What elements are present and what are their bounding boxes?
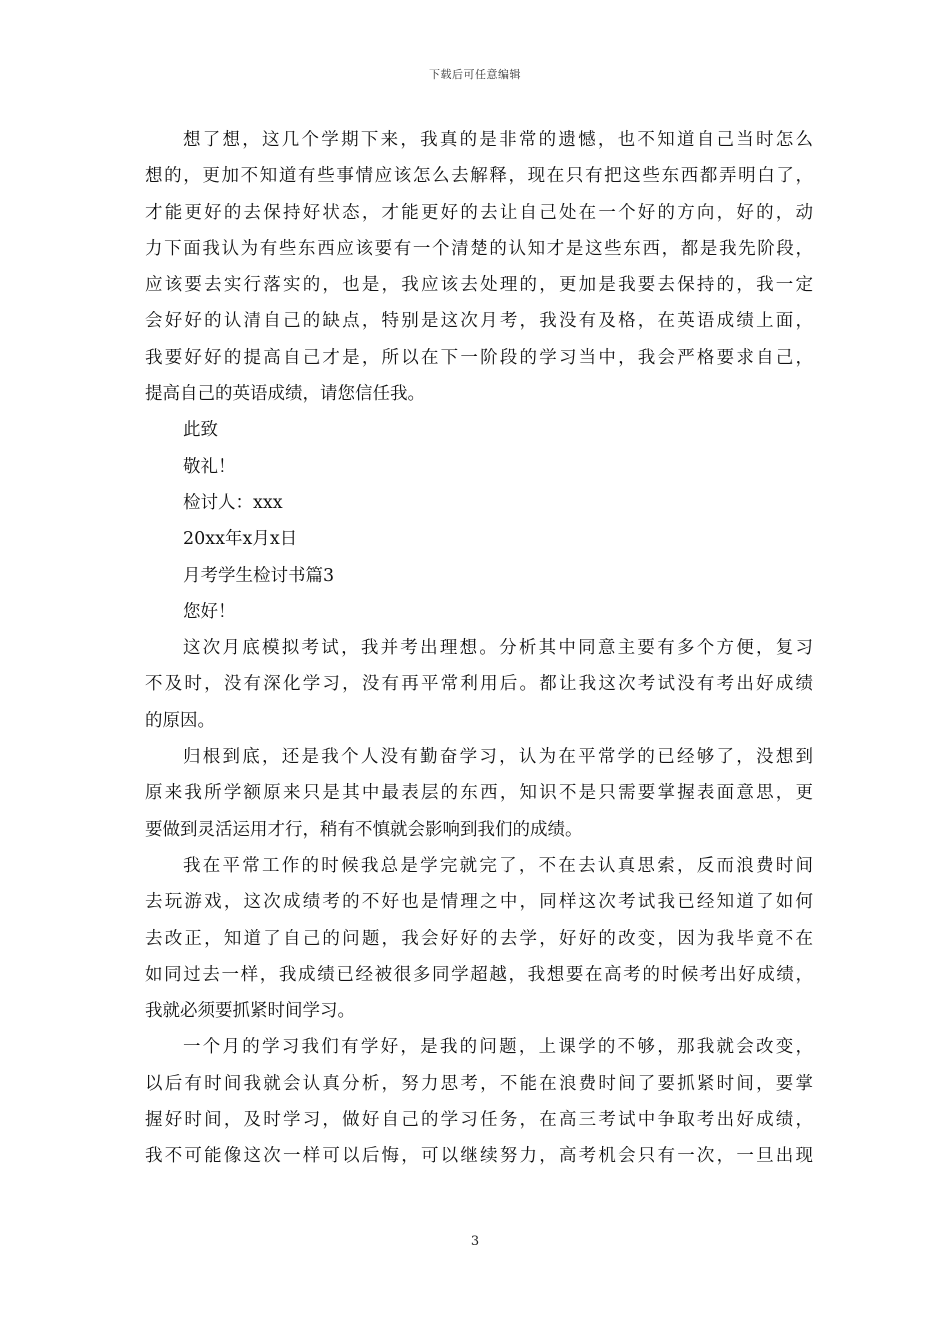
salutation-line: 此致 xyxy=(183,420,218,441)
body-line: 我就必须要抓紧时间学习。 xyxy=(145,1001,355,1022)
body-line: 以后有时间我就会认真分析，努力思考，不能在浪费时间了要抓紧时间，要掌 xyxy=(145,1073,813,1094)
body-line: 去改正，知道了自己的问题，我会好好的去学，好好的改变，因为我毕竟不在 xyxy=(145,928,813,949)
body-line: 握好时间，及时学习，做好自己的学习任务，在高三考试中争取考出好成绩， xyxy=(145,1110,813,1131)
body-line: 归根到底，还是我个人没有勤奋学习，认为在平常学的已经够了，没想到 xyxy=(183,747,813,768)
body-line: 想的，更加不知道有些事情应该怎么去解释，现在只有把这些东西都弄明白了， xyxy=(145,166,813,187)
body-line: 我不可能像这次一样可以后悔，可以继续努力，高考机会只有一次，一旦出现 xyxy=(145,1146,813,1167)
body-line: 才能更好的去保持好状态，才能更好的去让自己处在一个好的方向，好的，动 xyxy=(145,202,813,223)
body-line: 原来我所学额原来只是其中最表层的东西，知识不是只需要掌握表面意思，更 xyxy=(145,783,813,804)
body-line: 会好好的认清自己的缺点，特别是这次月考，我没有及格，在英语成绩上面， xyxy=(145,311,813,332)
body-line: 这次月底模拟考试，我并考出理想。分析其中同意主要有多个方便，复习 xyxy=(183,638,813,659)
body-line: 如同过去一样，我成绩已经被很多同学超越，我想要在高考的时候考出好成绩， xyxy=(145,964,813,985)
body-line: 应该要去实行落实的，也是，我应该去处理的，更加是我要去保持的，我一定 xyxy=(145,275,813,296)
body-line: 力下面我认为有些东西应该要有一个清楚的认知才是这些东西，都是我先阶段， xyxy=(145,238,813,259)
body-line: 去玩游戏，这次成绩考的不好也是情理之中，同样这次考试我已经知道了如何 xyxy=(145,892,813,913)
body-line: 不及时，没有深化学习，没有再平常利用后。都让我这次考试没有考出好成绩 xyxy=(145,674,813,695)
page-header: 下载后可任意编辑 xyxy=(429,68,521,81)
body-line: 我要好好的提高自己才是，所以在下一阶段的学习当中，我会严格要求自己， xyxy=(145,347,813,368)
body-line: 要做到灵活运用才行，稍有不慎就会影响到我们的成绩。 xyxy=(145,819,583,840)
page-number: 3 xyxy=(470,1234,480,1249)
body-line: 我在平常工作的时候我总是学完就完了，不在去认真思索，反而浪费时间 xyxy=(183,855,813,876)
document-body xyxy=(145,122,813,1175)
body-line: 提高自己的英语成绩，请您信任我。 xyxy=(145,384,425,405)
body-line: 想了想，这几个学期下来，我真的是非常的遗憾，也不知道自己当时怎么 xyxy=(183,130,813,150)
section-title: 月考学生检讨书篇3 xyxy=(183,565,335,586)
body-line: 一个月的学习我们有学好，是我的问题，上课学的不够，那我就会改变， xyxy=(183,1037,813,1058)
date-line: 20xx年x月x日 xyxy=(183,529,298,550)
greeting-line: 您好！ xyxy=(183,601,236,622)
body-line: 的原因。 xyxy=(145,710,215,731)
signature-line: 检讨人：xxx xyxy=(183,492,283,513)
salutation-line: 敬礼！ xyxy=(183,456,236,477)
